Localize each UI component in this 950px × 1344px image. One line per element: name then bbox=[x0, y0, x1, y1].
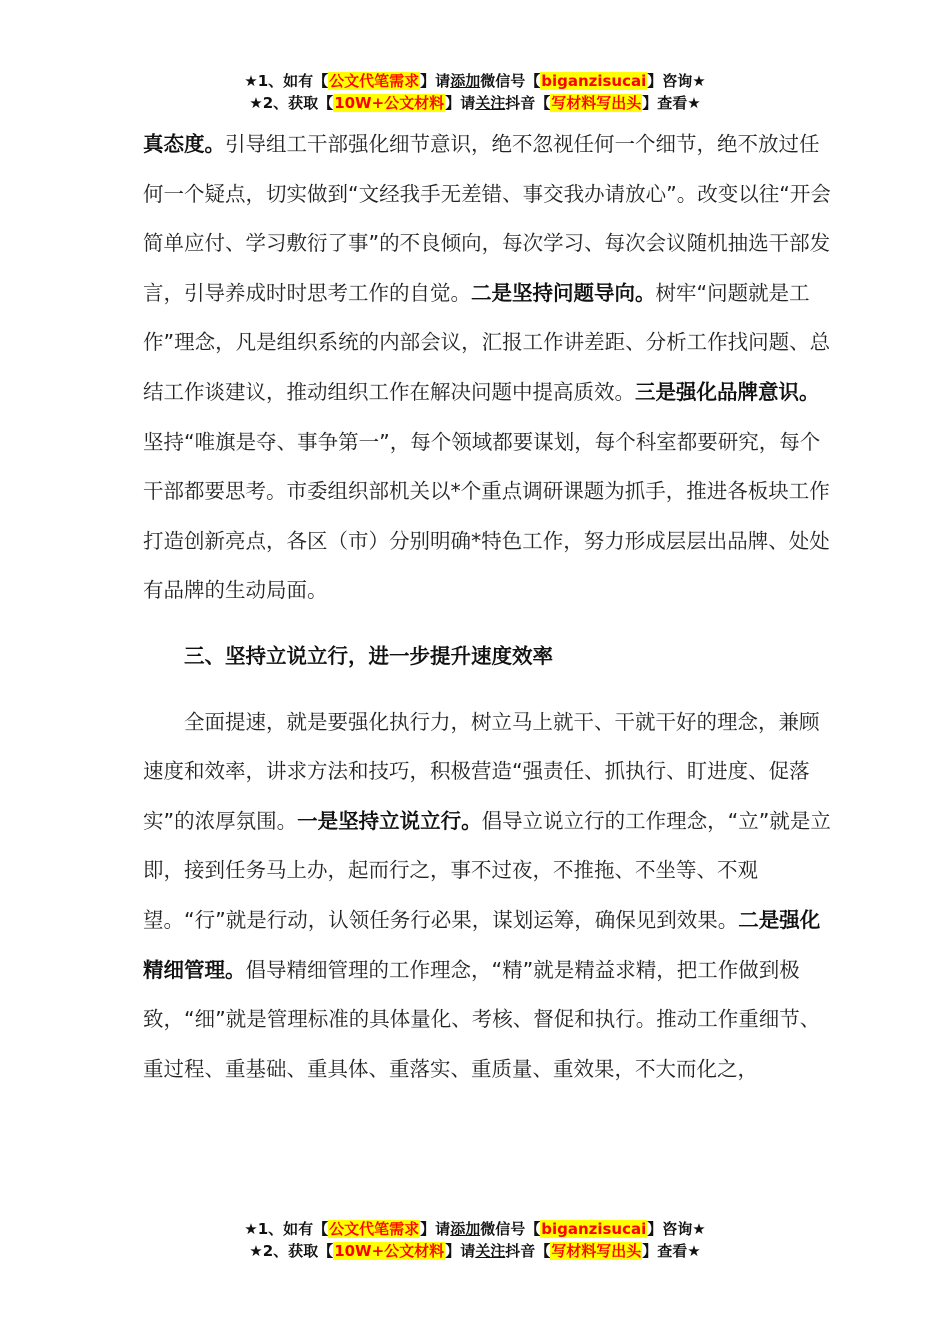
banner-text: 】查看★ bbox=[642, 1242, 701, 1260]
section-heading: 三、坚持立说立行，进一步提升速度效率 bbox=[184, 643, 553, 668]
banner-text: ★2、获取【 bbox=[249, 1242, 334, 1260]
banner-highlight: 10W+公文材料 bbox=[334, 1242, 445, 1260]
banner-highlight-douyin-id: 写材料写出头 bbox=[551, 1242, 642, 1260]
banner-line-2 bbox=[0, 1240, 950, 1262]
body-text: 树牢“问题就是工作”理念，凡是组织系统的内部会议，汇报工作讲差距、分析工作找问题、总结工作谈建议，推动组织工作在解决问题中提高质效。 bbox=[143, 280, 831, 404]
bold-lead: 真态度。 bbox=[143, 132, 225, 156]
banner-text: 微信号【 bbox=[480, 72, 541, 90]
banner-text: 】请 bbox=[445, 94, 476, 112]
banner-underlined-text: 关注 bbox=[475, 94, 506, 112]
banner-highlight-wechat-id: biganzisucai bbox=[541, 1220, 647, 1238]
bold-lead: 二是坚持问题导向。 bbox=[471, 280, 656, 305]
banner-line-2 bbox=[0, 92, 950, 114]
bold-lead: 三是强化品牌意识。 bbox=[635, 379, 820, 404]
banner-text: 抖音【 bbox=[505, 1242, 551, 1260]
banner-line-1 bbox=[0, 1218, 950, 1240]
body-text: 全面提速，就是要强化执行力，树立马上就干、干就干好的理念，兼顾速度和效率，讲求方法和技巧，积极营造“强责任、抓执行、盯进度、促落实”的浓厚氛围。 bbox=[143, 709, 820, 833]
footer-banner bbox=[0, 1218, 950, 1262]
document-body bbox=[143, 120, 833, 1094]
bold-lead: 二是强化精细管理。 bbox=[143, 907, 821, 982]
banner-highlight-douyin-id: 写材料写出头 bbox=[551, 94, 642, 112]
banner-text: 】咨询★ bbox=[647, 72, 706, 90]
banner-underlined-text: 添加 bbox=[450, 1220, 481, 1238]
header-banner bbox=[0, 70, 950, 114]
banner-text: 】查看★ bbox=[642, 94, 701, 112]
banner-text: ★1、如有【 bbox=[244, 1220, 329, 1238]
banner-line-1 bbox=[0, 70, 950, 92]
banner-text: 】请 bbox=[420, 1220, 451, 1238]
banner-underlined-text: 关注 bbox=[475, 1242, 506, 1260]
banner-highlight-wechat-id: biganzisucai bbox=[541, 72, 647, 90]
banner-highlight: 公文代笔需求 bbox=[329, 1220, 420, 1238]
body-text: 引导组工干部强化细节意识，绝不忽视任何一个细节，绝不放过任何一个疑点，切实做到“文经我手无差错、事交我办请放心”。改变以往“开会简单应付、学习敷衍了事”的不良倾向，每次学习、每次会议随机抽选干部发言，引导养成时时思考工作的自觉。 bbox=[143, 132, 831, 305]
banner-text: 】请 bbox=[445, 1242, 476, 1260]
banner-text: ★2、获取【 bbox=[249, 94, 334, 112]
banner-underlined-text: 添加 bbox=[450, 72, 481, 90]
banner-text: 抖音【 bbox=[505, 94, 551, 112]
body-text: 倡导精细管理的工作理念，“精”就是精益求精，把工作做到极致，“细”就是管理标准的具体量化、考核、督促和执行。推动工作重细节、重过程、重基础、重具体、重落实、重质量、重效果，不大而化之， bbox=[143, 957, 821, 1081]
banner-text: ★1、如有【 bbox=[244, 72, 329, 90]
body-text: 倡导立说立行的工作理念，“立”就是立即，接到任务马上办，起而行之，事不过夜，不推拖、不坐等、不观望。“行”就是行动，认领任务行必果，谋划运筹，确保见到效果。 bbox=[143, 808, 831, 932]
banner-text: 】请 bbox=[420, 72, 451, 90]
bold-lead: 一是坚持立说立行。 bbox=[297, 808, 482, 833]
banner-highlight: 公文代笔需求 bbox=[329, 72, 420, 90]
paragraph-2 bbox=[143, 698, 833, 1095]
banner-highlight: 10W+公文材料 bbox=[334, 94, 445, 112]
banner-text: 微信号【 bbox=[480, 1220, 541, 1238]
banner-text: 】咨询★ bbox=[647, 1220, 706, 1238]
paragraph-1 bbox=[143, 120, 833, 616]
body-text: 坚持“唯旗是夺、事争第一”，每个领域都要谋划，每个科室都要研究，每个干部都要思考。市委组织部机关以*个重点调研课题为抓手，推进各板块工作打造创新亮点，各区（市）分别明确*特色工作，努力形成层层出品牌、处处有品牌的生动局面。 bbox=[143, 429, 830, 603]
